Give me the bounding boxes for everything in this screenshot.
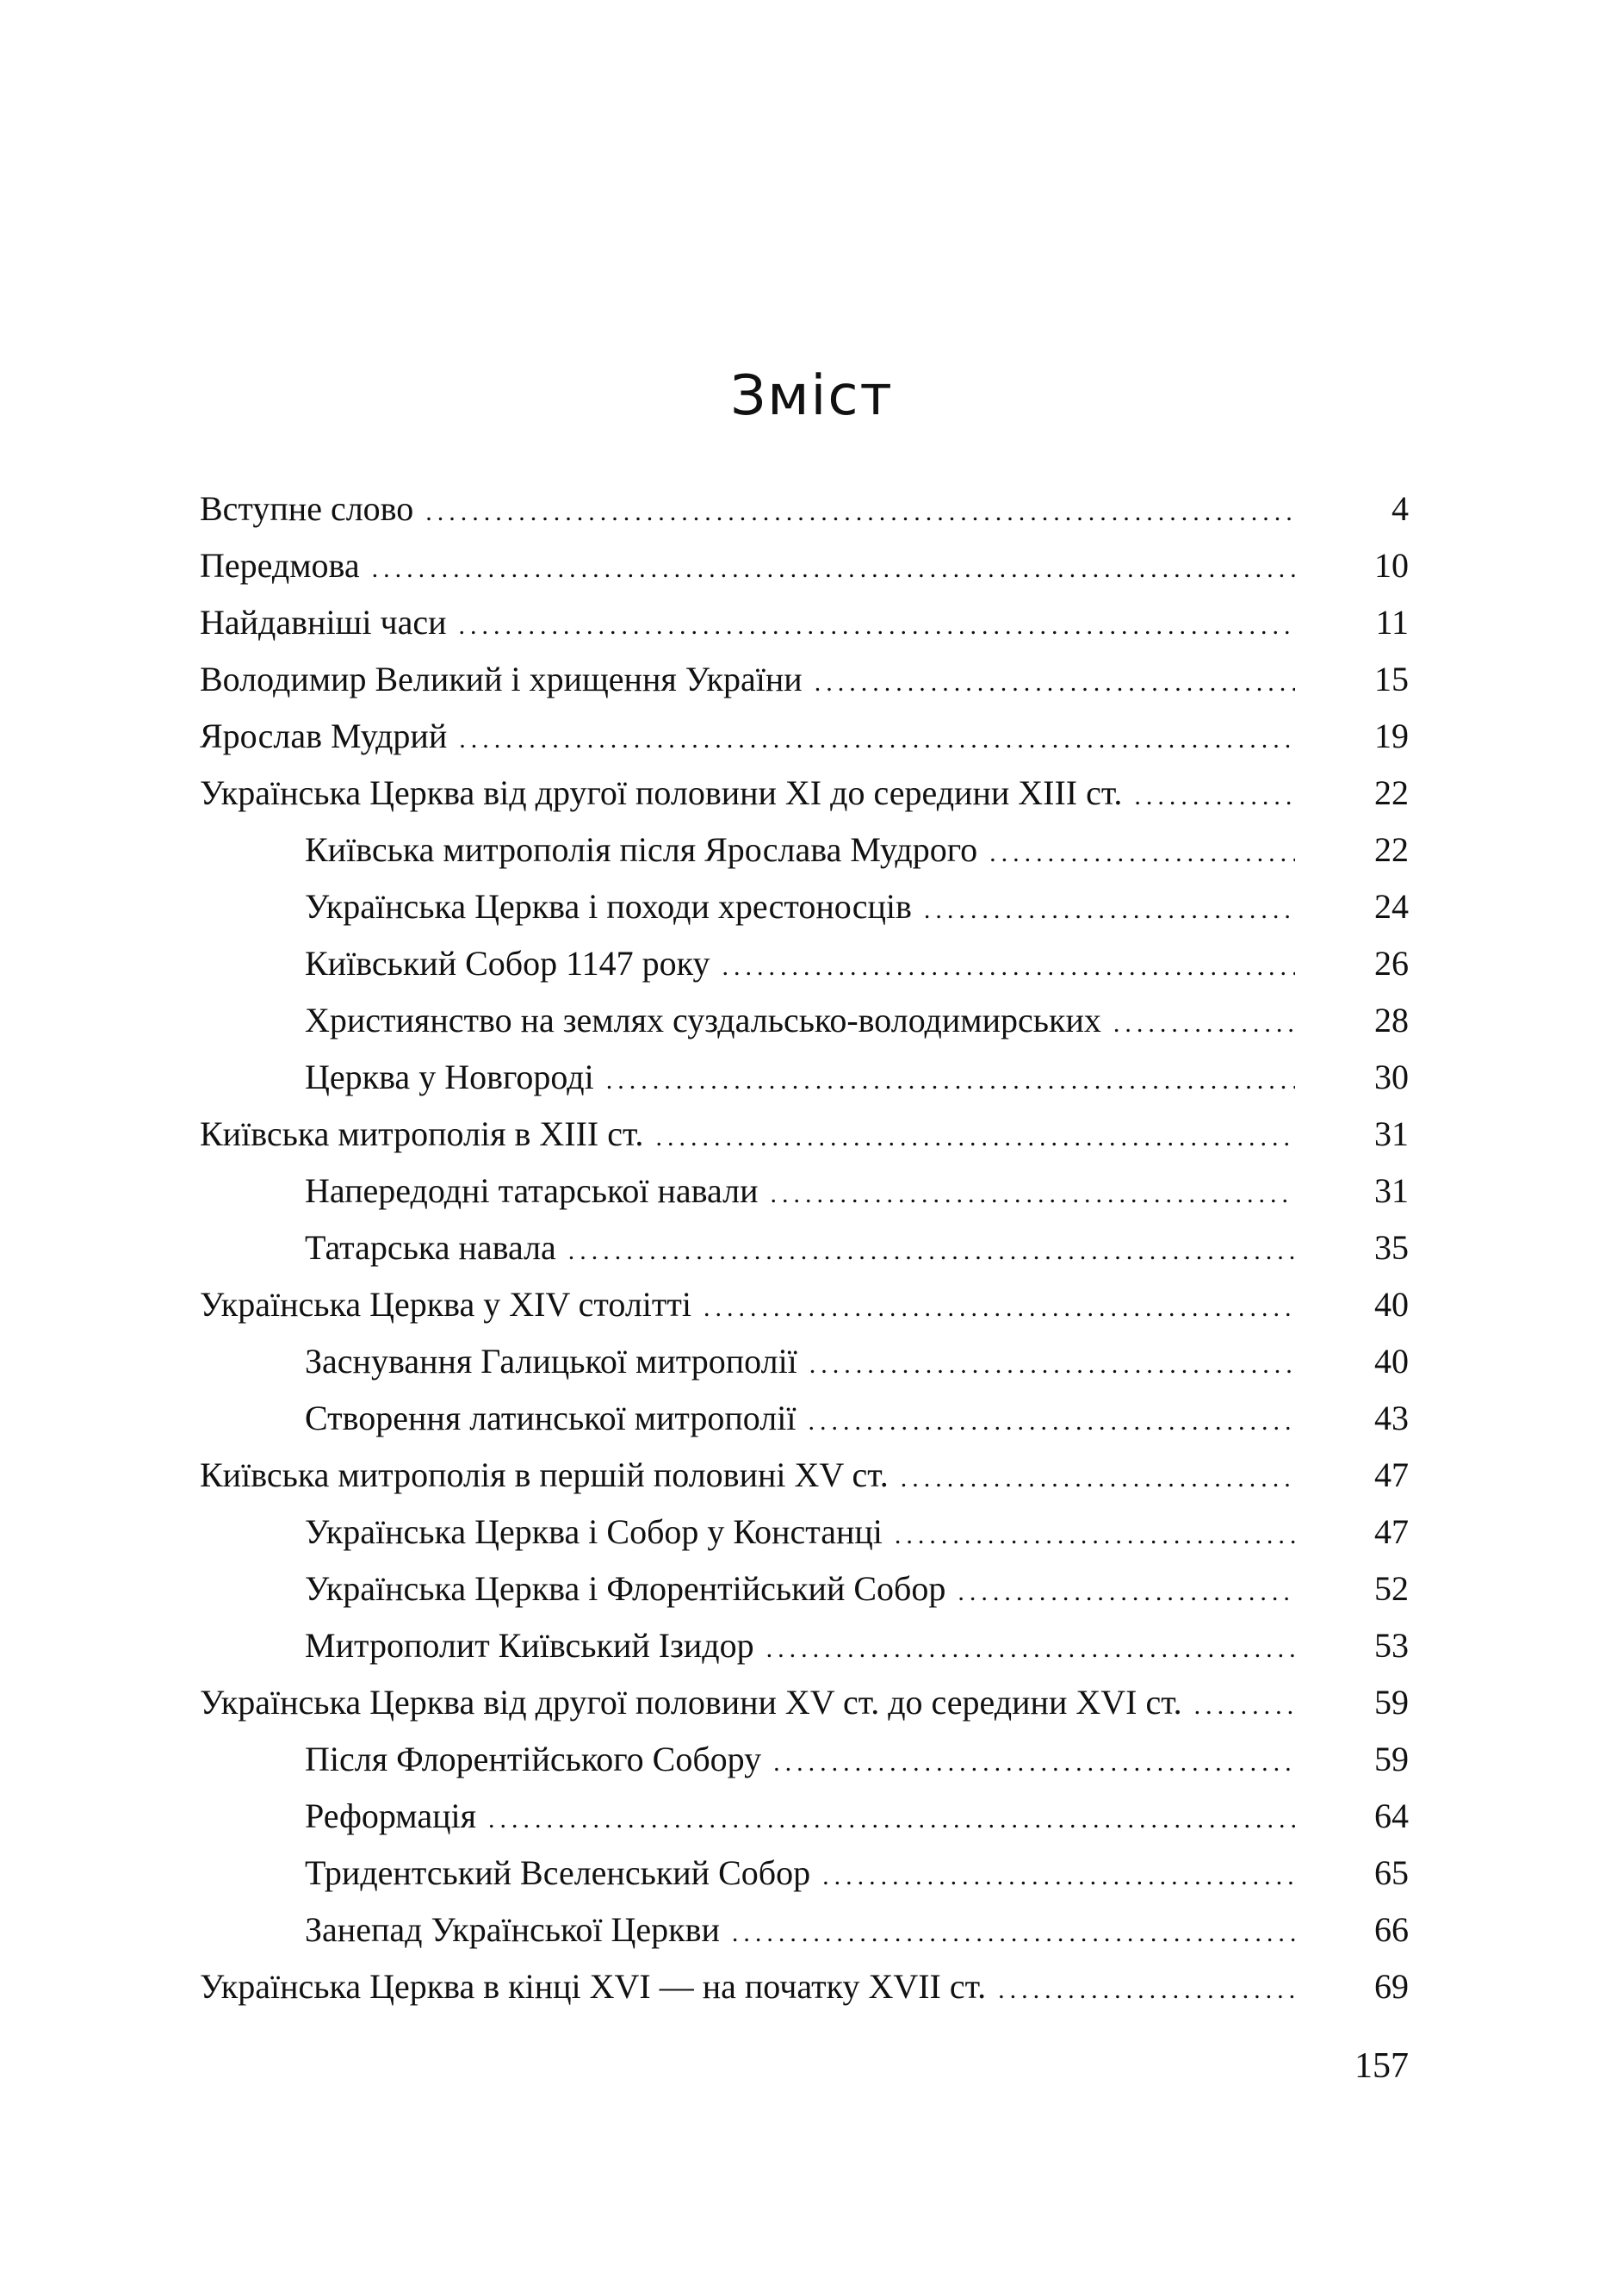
toc-entry-page: 53 [1374,1626,1409,1665]
toc-entry-title: Вступне слово [200,489,414,528]
page-number: 157 [1354,2046,1409,2086]
toc-entry-title: Заснування Галицької митрополії [305,1342,797,1381]
dot-leader [704,1280,1295,1337]
toc-entry-page: 22 [1374,773,1409,812]
dot-leader [773,1734,1295,1791]
toc-entry-title-wrap [200,1902,1295,1962]
toc-entry-title-wrap [200,1333,1295,1393]
toc-entry-title: Передмова [200,546,360,585]
toc-entry-page: 59 [1374,1740,1409,1778]
toc-entry-title-wrap [200,1617,1295,1678]
toc-entry-title-wrap [200,1447,1295,1507]
toc-entry [200,822,1409,878]
toc-entry [200,992,1409,1049]
toc-entry-title-wrap [200,935,1295,996]
toc-entry [200,1958,1409,2015]
dot-leader [895,1507,1295,1564]
toc-entry [200,1276,1409,1333]
toc-entry [200,1617,1409,1674]
dot-leader [1113,996,1295,1052]
toc-entry-title: Українська Церква і Собор у Констанці [305,1512,883,1551]
toc-entry [200,481,1409,537]
toc-entry [200,708,1409,765]
dot-leader [809,1337,1295,1393]
toc-entry [200,1845,1409,1902]
toc-entry-title: Церква у Новгороді [305,1058,594,1096]
toc-entry-page: 52 [1374,1569,1409,1608]
toc-entry-title: Занепад Української Церкви [305,1910,720,1949]
toc-entry-page: 69 [1374,1967,1409,2006]
dot-leader [372,541,1295,598]
toc-entry-page: 31 [1374,1171,1409,1210]
dot-leader [459,711,1295,768]
dot-leader [655,1109,1295,1166]
toc-entry-page: 22 [1374,830,1409,869]
toc-entry-title-wrap [200,1561,1295,1621]
toc-entry-page: 19 [1374,717,1409,755]
dot-leader [488,1791,1295,1848]
toc-entry-page: 64 [1374,1796,1409,1835]
toc-entry-title-wrap [200,878,1295,939]
toc-entry [200,935,1409,992]
toc-entry-page: 30 [1374,1058,1409,1096]
toc-entry-title: Українська Церква в кінці XVI — на початку XVII ст. [200,1967,987,2006]
toc-entry-title-wrap [200,481,1295,541]
toc-entry-title-wrap [200,1276,1295,1337]
dot-leader [425,484,1295,541]
toc-entry-page: 40 [1374,1342,1409,1381]
toc-entry-title: Українська Церква від другої половини XV ст. до середини XVI ст. [200,1683,1182,1722]
toc-entry-page: 10 [1374,546,1409,585]
toc-entry-page: 66 [1374,1910,1409,1949]
toc-entry-title: Створення латинської митрополії [305,1399,797,1437]
dot-leader [822,1848,1295,1905]
toc-entry-title: Київська митрополія в XIII ст. [200,1114,644,1153]
toc-entry-page: 43 [1374,1399,1409,1437]
dot-leader [459,598,1295,655]
dot-leader [901,1450,1295,1507]
toc-entry-title: Українська Церква і походи хрестоносців [305,887,912,926]
toc-entry-title-wrap [200,708,1295,768]
toc-entry [200,1731,1409,1788]
toc-entry [200,1504,1409,1561]
toc-entry-title-wrap [200,1731,1295,1791]
toc-entry [200,765,1409,822]
toc-entry-title-wrap [200,1163,1295,1223]
toc-entry [200,878,1409,935]
toc-entry [200,537,1409,594]
toc-entry-page: 11 [1375,603,1409,642]
toc-entry [200,1219,1409,1276]
toc-entry-page: 59 [1374,1683,1409,1722]
toc-entry-title: Київська митрополія після Ярослава Мудрого [305,830,978,869]
toc-entry [200,594,1409,651]
toc-entry-page: 24 [1374,887,1409,926]
dot-leader [1134,768,1295,825]
toc-entry-title-wrap [200,594,1295,655]
dot-leader [998,1962,1295,2019]
toc-entry [200,1163,1409,1219]
toc-entry [200,1447,1409,1504]
toc-entry [200,1561,1409,1617]
toc-entry [200,1049,1409,1106]
toc-entry-title-wrap [200,1674,1295,1734]
dot-leader [989,825,1295,882]
toc-entry-title-wrap [200,537,1295,598]
toc-entry-title: Київський Собор 1147 року [305,944,710,983]
toc-entry-title: Реформація [305,1796,476,1835]
page-title: Зміст [730,364,894,428]
toc-entry-title-wrap [200,651,1295,711]
dot-leader [1194,1678,1295,1734]
toc-entry-title-wrap [200,765,1295,825]
toc-entry [200,651,1409,708]
toc-entry [200,1674,1409,1731]
toc-entry [200,1106,1409,1163]
dot-leader [808,1393,1295,1450]
toc-entry-title-wrap [200,1049,1295,1109]
dot-leader [770,1166,1295,1223]
toc-entry-page: 47 [1374,1455,1409,1494]
toc-entry-title: Володимир Великий і хрищення України [200,660,803,698]
toc-entry-title: Ярослав Мудрий [200,717,448,755]
dot-leader [766,1621,1295,1678]
dot-leader [815,655,1295,711]
toc-entry-title-wrap [200,1788,1295,1848]
toc-entry-title-wrap [200,1958,1295,2019]
toc-entry-title: Тридентський Вселенський Собор [305,1853,811,1892]
toc-entry-title-wrap [200,1106,1295,1166]
toc-entry-page: 40 [1374,1285,1409,1324]
toc-entry-title: Митрополит Київський Ізидор [305,1626,754,1665]
toc-entry-title: Християнство на землях суздальсько-володимирських [305,1001,1101,1039]
toc-entry-page: 26 [1374,944,1409,983]
toc-entry-page: 31 [1374,1114,1409,1153]
dot-leader [958,1564,1295,1621]
toc-entry-title-wrap [200,1845,1295,1905]
dot-leader [722,939,1295,996]
toc-entry-title: Українська Церква і Флорентійський Собор [305,1569,946,1608]
toc-entry-title-wrap [200,822,1295,882]
toc-entry-title: Напередодні татарської навали [305,1171,759,1210]
toc-entry-title: Українська Церква від другої половини XI до середини XIII ст. [200,773,1123,812]
toc-entry-title-wrap [200,1390,1295,1450]
toc-entry-title: Після Флорентійського Собору [305,1740,762,1778]
toc-entry [200,1902,1409,1958]
toc-entry-page: 4 [1392,489,1409,528]
toc-entry-title: Татарська навала [305,1228,556,1267]
toc-entry [200,1788,1409,1845]
toc-entry-title: Київська митрополія в першій половині XV ст. [200,1455,889,1494]
toc-entry [200,1390,1409,1447]
toc-entry [200,1333,1409,1390]
toc-entry-page: 28 [1374,1001,1409,1039]
toc-entry-page: 15 [1374,660,1409,698]
toc-entry-page: 35 [1374,1228,1409,1267]
toc-entry-title-wrap [200,1219,1295,1280]
dot-leader [924,882,1295,939]
table-of-contents [200,481,1409,2015]
toc-entry-title-wrap [200,1504,1295,1564]
dot-leader [606,1052,1295,1109]
toc-entry-title: Найдавніші часи [200,603,447,642]
toc-entry-page: 65 [1374,1853,1409,1892]
toc-entry-page: 47 [1374,1512,1409,1551]
dot-leader [568,1223,1295,1280]
toc-entry-title: Українська Церква у XIV столітті [200,1285,691,1324]
toc-entry-title-wrap [200,992,1295,1052]
dot-leader [732,1905,1295,1962]
